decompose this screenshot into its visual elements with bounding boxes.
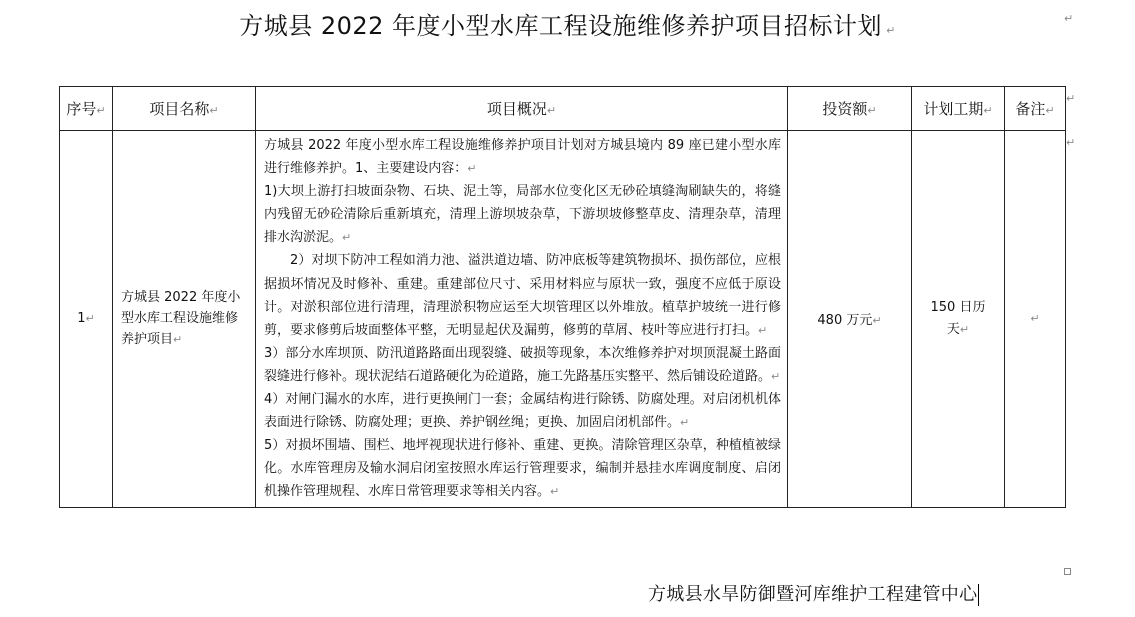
table-resize-handle[interactable] [1064, 568, 1071, 575]
cell-project-name: 方城县 2022 年度小型水库工程设施维修养护项目↵ [113, 131, 256, 508]
text-cursor [978, 584, 979, 606]
cell-seq: 1↵ [60, 131, 113, 508]
header-name: 项目名称↵ [113, 87, 256, 131]
overview-paragraph: 2）对坝下防冲工程如消力池、溢洪道边墙、防冲底板等建筑物损坏、损伤部位，应根据损坏情况及时修补、重建。重建部位尺寸、采用材料应与原状一致，强度不应低于原设计。对淤积部位进行清理，清理淤积物应运至大坝管理区以外堆放。植草护坡统一进行修剪，要求修剪后坡面整体平整，无明显起伏及漏剪，修剪的草屑、枝叶等应进行打扫。↵ [264, 253, 781, 338]
table-header-row [60, 87, 1066, 131]
header-period: 计划工期↵ [912, 87, 1005, 131]
cell-investment: 480 万元↵ [788, 131, 912, 508]
issuing-organization: 方城县水旱防御暨河库维护工程建管中心 [648, 584, 978, 605]
paragraph-mark: ↵ [1064, 12, 1074, 25]
header-investment: 投资额↵ [788, 87, 912, 131]
header-seq: 序号↵ [60, 87, 113, 131]
overview-paragraph: 5）对损坏围墙、围栏、地坪视现状进行修补、重建、更换。清除管理区杂草，种植植被绿化。水库管理房及输水洞启闭室按照水库运行管理要求，编制并悬挂水库调度制度、启闭机操作管理规程、水库日常管理要求等相关内容。↵ [264, 438, 781, 500]
bid-plan-table [59, 86, 1066, 508]
table-row [60, 131, 1066, 508]
cell-notes: ↵ [1005, 131, 1066, 508]
header-overview: 项目概况↵ [256, 87, 788, 131]
overview-paragraph: 3）部分水库坝顶、防汛道路路面出现裂缝、破损等现象，本次维修养护对坝顶混凝土路面裂缝进行修补。现状泥结石道路硬化为砼道路，施工先路基压实整平、然后铺设砼道路。↵ [264, 345, 781, 384]
header-notes: 备注↵ [1005, 87, 1066, 131]
overview-paragraph: 方城县 2022 年度小型水库工程设施维修养护项目计划对方城县境内 89 座已建小型水库进行维修养护。1、主要建设内容：↵ [264, 138, 781, 177]
cell-overview [256, 131, 788, 508]
overview-paragraph: 1)大坝上游打扫坡面杂物、石块、泥土等，局部水位变化区无砂砼填缝淘刷缺失的，将缝内残留无砂砼清除后重新填充，清理上游坝坡杂草，下游坝坡修整草皮、清理杂草，清理排水沟淤泥。↵ [264, 184, 781, 246]
row-end-mark: ↵ [1066, 136, 1076, 149]
document-title: 方城县 2022 年度小型水库工程设施维修养护项目招标计划 ↵ [239, 12, 896, 40]
row-end-mark: ↵ [1066, 92, 1076, 105]
cell-period: 150 日历天↵ [912, 131, 1005, 508]
overview-paragraph: 4）对闸门漏水的水库，进行更换闸门一套；金属结构进行除锈、防腐处理。对启闭机机体表面进行除锈、防腐处理；更换、养护钢丝绳；更换、加固启闭机部件。↵ [264, 392, 781, 431]
